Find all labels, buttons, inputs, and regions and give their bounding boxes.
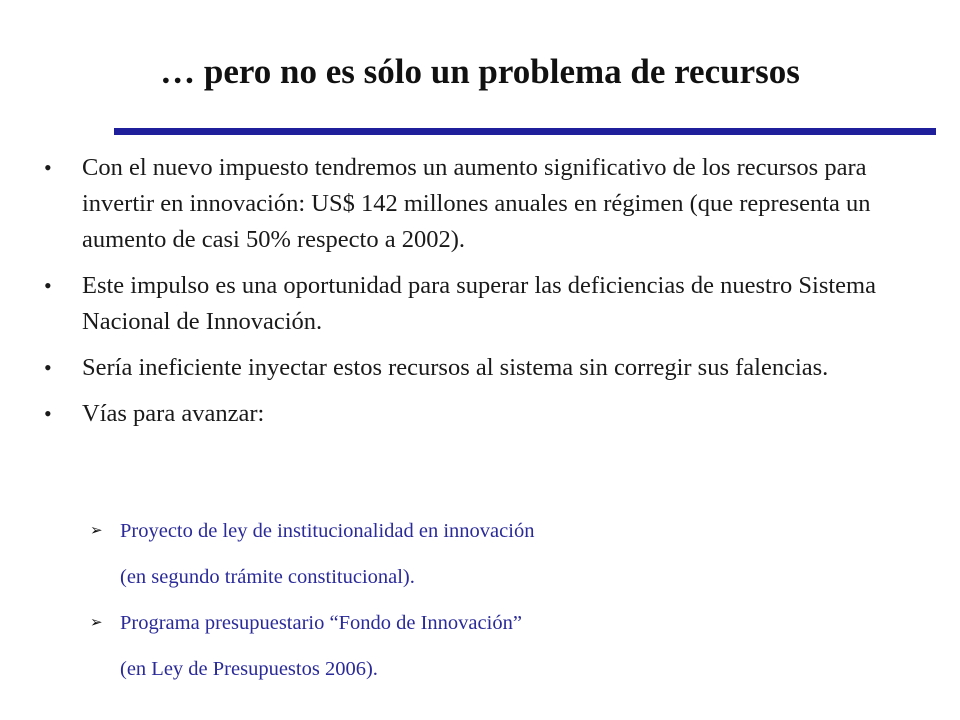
sub-bullet-detail — [90, 554, 890, 600]
slide-title: … pero no es sólo un problema de recursos — [160, 52, 800, 91]
bullet-dot-icon: • — [44, 273, 52, 298]
sub-bullet-list — [90, 508, 890, 692]
arrow-right-icon: ➢ — [90, 523, 103, 539]
sub-bullet-text: Proyecto de ley de institucionalidad en innovación — [120, 520, 535, 542]
bullet-text: Con el nuevo impuesto tendremos un aumento significativo de los recursos para invertir en innovación: US$ 142 millones anuales en régimen (que representa un aumento de casi 50% respecto a 2002). — [82, 154, 871, 253]
bullet-dot-icon: • — [44, 355, 52, 380]
bullet-item — [40, 350, 920, 386]
bullet-dot-icon: • — [44, 155, 52, 180]
sub-bullet-item — [90, 508, 890, 554]
bullet-item — [40, 396, 920, 432]
bullet-item — [40, 150, 920, 258]
sub-bullet-detail-text: (en Ley de Presupuestos 2006). — [120, 658, 378, 680]
sub-bullet-item — [90, 600, 890, 646]
sub-bullet-detail — [90, 646, 890, 692]
title-divider — [114, 128, 936, 135]
bullet-text: Este impulso es una oportunidad para superar las deficiencias de nuestro Sistema Nacional de Innovación. — [82, 272, 876, 335]
bullet-list — [40, 150, 920, 442]
sub-bullet-text: Programa presupuestario “Fondo de Innovación” — [120, 612, 522, 634]
bullet-text: Vías para avanzar: — [82, 400, 265, 427]
arrow-right-icon: ➢ — [90, 615, 103, 631]
bullet-dot-icon: • — [44, 401, 52, 426]
bullet-item — [40, 268, 920, 340]
sub-bullet-detail-text: (en segundo trámite constitucional). — [120, 566, 415, 588]
bullet-text: Sería ineficiente inyectar estos recursos al sistema sin corregir sus falencias. — [82, 354, 829, 381]
